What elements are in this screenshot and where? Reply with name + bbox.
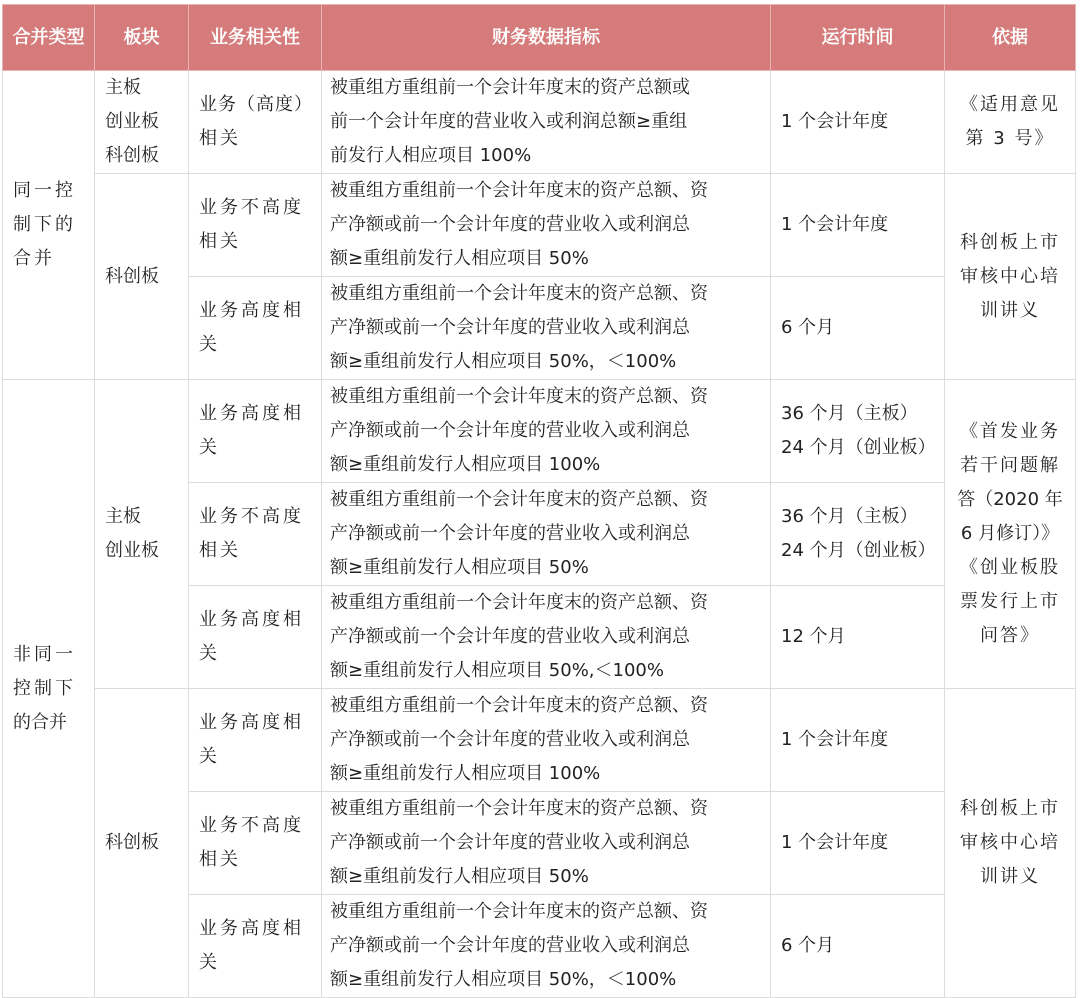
merger-type-line: 的合并	[13, 711, 67, 733]
basis-line: 科创板上市	[960, 798, 1060, 819]
basis-cell	[945, 71, 1076, 174]
board-line: 科创板	[105, 265, 159, 287]
indicator-line: 被重组方重组前一个会计年度末的资产总额、资	[330, 695, 708, 716]
indicator-cell	[322, 689, 771, 792]
relevance-line: 业务高度相	[199, 300, 304, 321]
basis-line: 问答》	[980, 625, 1040, 646]
relevance-line: 业务高度相	[199, 918, 304, 939]
run-time-line: 12 个月	[781, 626, 846, 647]
board-line: 主板	[105, 506, 141, 527]
relevance-cell	[189, 586, 322, 689]
indicator-line: 产净额或前一个会计年度的营业收入或利润总	[330, 317, 690, 338]
merger-type-line: 制下的	[13, 214, 76, 235]
relevance-cell	[189, 71, 322, 174]
indicator-cell	[322, 483, 771, 586]
basis-line: 答（2020 年	[957, 489, 1063, 510]
merger-type-cell	[3, 380, 95, 998]
header-financial-indicator: 财务数据指标	[322, 5, 771, 71]
run-time-line: 24 个月（创业板）	[781, 437, 936, 458]
board-line: 创业板	[105, 111, 159, 132]
indicator-line: 被重组方重组前一个会计年度末的资产总额或	[330, 77, 690, 98]
indicator-line: 产净额或前一个会计年度的营业收入或利润总	[330, 626, 690, 647]
run-time-line: 1 个会计年度	[781, 832, 889, 853]
basis-line: 训讲义	[980, 299, 1040, 321]
basis-cell	[945, 174, 1076, 380]
relevance-line: 相关	[199, 849, 241, 870]
table-row	[3, 689, 1076, 792]
relevance-line: 业务不高度	[199, 815, 304, 836]
run-time-line: 6 个月	[781, 317, 835, 338]
basis-line: 票发行上市	[960, 591, 1060, 612]
indicator-cell	[322, 895, 771, 998]
relevance-line: 关	[199, 952, 220, 973]
relevance-line: 相关	[199, 540, 241, 561]
header-merger-type: 合并类型	[3, 5, 95, 71]
relevance-line: 关	[199, 746, 220, 767]
header-board: 板块	[95, 5, 189, 71]
run-time-cell	[771, 380, 945, 483]
relevance-cell	[189, 895, 322, 998]
board-line: 创业板	[105, 540, 159, 561]
merger-type-line: 非同一	[13, 643, 76, 665]
table-row	[3, 71, 1076, 174]
basis-line: 审核中心培	[960, 832, 1060, 853]
run-time-cell	[771, 689, 945, 792]
board-line: 主板	[105, 77, 141, 98]
indicator-line: 被重组方重组前一个会计年度末的资产总额、资	[330, 901, 708, 922]
indicator-line: 被重组方重组前一个会计年度末的资产总额、资	[330, 180, 708, 201]
run-time-cell	[771, 895, 945, 998]
run-time-line: 6 个月	[781, 935, 835, 956]
relevance-line: 业务高度相	[199, 609, 304, 630]
indicator-line: 额≥重组前发行人相应项目 50%，＜100%	[330, 351, 677, 372]
indicator-cell	[322, 380, 771, 483]
basis-line: 审核中心培	[960, 265, 1060, 287]
basis-line: 《创业板股	[960, 557, 1060, 578]
indicator-line: 产净额或前一个会计年度的营业收入或利润总	[330, 523, 690, 544]
basis-line: 若干问题解	[960, 455, 1060, 476]
run-time-cell	[771, 483, 945, 586]
indicator-line: 被重组方重组前一个会计年度末的资产总额、资	[330, 592, 708, 613]
merger-type-line: 同一控	[13, 180, 76, 201]
merger-type-line: 控制下	[13, 677, 76, 699]
board-line: 科创板	[105, 145, 159, 166]
run-time-line: 1 个会计年度	[781, 214, 889, 235]
run-time-cell	[771, 792, 945, 895]
relevance-cell	[189, 380, 322, 483]
indicator-line: 产净额或前一个会计年度的营业收入或利润总	[330, 729, 690, 750]
indicator-line: 被重组方重组前一个会计年度末的资产总额、资	[330, 489, 708, 510]
indicator-line: 产净额或前一个会计年度的营业收入或利润总	[330, 420, 690, 441]
run-time-cell	[771, 174, 945, 277]
merger-type-cell	[3, 71, 95, 380]
header-basis: 依据	[945, 5, 1076, 71]
indicator-line: 被重组方重组前一个会计年度末的资产总额、资	[330, 283, 708, 304]
indicator-line: 额≥重组前发行人相应项目 50%	[330, 248, 589, 269]
relevance-line: 关	[199, 334, 220, 355]
run-time-line: 1 个会计年度	[781, 111, 889, 132]
indicator-line: 额≥重组前发行人相应项目 50%	[330, 866, 589, 887]
board-cell	[95, 174, 189, 380]
relevance-cell	[189, 277, 322, 380]
indicator-cell	[322, 586, 771, 689]
indicator-line: 额≥重组前发行人相应项目 100%	[330, 454, 601, 475]
run-time-cell	[771, 586, 945, 689]
merger-type-line: 合并	[13, 248, 55, 269]
table-row	[3, 174, 1076, 277]
basis-line: 第 3 号》	[965, 128, 1055, 149]
relevance-cell	[189, 483, 322, 586]
merger-rules-table	[2, 4, 1076, 998]
indicator-line: 产净额或前一个会计年度的营业收入或利润总	[330, 214, 690, 235]
relevance-cell	[189, 689, 322, 792]
basis-line: 《适用意见	[960, 94, 1060, 115]
relevance-cell	[189, 174, 322, 277]
run-time-line: 1 个会计年度	[781, 729, 889, 750]
basis-cell	[945, 689, 1076, 998]
basis-line: 科创板上市	[960, 231, 1060, 253]
run-time-line: 36 个月（主板）	[781, 403, 918, 424]
indicator-cell	[322, 277, 771, 380]
indicator-line: 产净额或前一个会计年度的营业收入或利润总	[330, 935, 690, 956]
board-cell	[95, 689, 189, 998]
basis-line: 6 月修订）》	[960, 523, 1060, 544]
header-relevance: 业务相关性	[189, 5, 322, 71]
indicator-line: 被重组方重组前一个会计年度末的资产总额、资	[330, 386, 708, 407]
board-line: 科创板	[105, 832, 159, 853]
run-time-cell	[771, 71, 945, 174]
board-cell	[95, 380, 189, 689]
indicator-line: 额≥重组前发行人相应项目 50%，＜100%	[330, 969, 677, 990]
indicator-line: 额≥重组前发行人相应项目 100%	[330, 763, 601, 784]
relevance-line: 业务高度相	[199, 712, 304, 733]
relevance-line: 业务（高度）	[199, 94, 313, 115]
indicator-line: 前发行人相应项目 100%	[330, 145, 532, 166]
basis-cell	[945, 380, 1076, 689]
relevance-line: 关	[199, 437, 220, 458]
relevance-line: 业务不高度	[199, 197, 304, 218]
relevance-line: 业务不高度	[199, 506, 304, 527]
basis-line: 训讲义	[980, 866, 1040, 887]
indicator-line: 被重组方重组前一个会计年度末的资产总额、资	[330, 798, 708, 819]
basis-line: 《首发业务	[960, 421, 1060, 442]
run-time-cell	[771, 277, 945, 380]
indicator-line: 前一个会计年度的营业收入或利润总额≥重组	[330, 111, 688, 132]
relevance-cell	[189, 792, 322, 895]
indicator-cell	[322, 792, 771, 895]
indicator-line: 产净额或前一个会计年度的营业收入或利润总	[330, 832, 690, 853]
relevance-line: 业务高度相	[199, 403, 304, 424]
run-time-line: 24 个月（创业板）	[781, 540, 936, 561]
board-cell	[95, 71, 189, 174]
indicator-line: 额≥重组前发行人相应项目 50%	[330, 557, 589, 578]
indicator-line: 额≥重组前发行人相应项目 50%,＜100%	[330, 660, 664, 681]
run-time-line: 36 个月（主板）	[781, 506, 918, 527]
relevance-line: 关	[199, 643, 220, 664]
relevance-line: 相关	[199, 231, 241, 252]
relevance-line: 相关	[199, 128, 241, 149]
indicator-cell	[322, 71, 771, 174]
table-row	[3, 380, 1076, 483]
header-row	[3, 5, 1076, 71]
header-run-time: 运行时间	[771, 5, 945, 71]
indicator-cell	[322, 174, 771, 277]
